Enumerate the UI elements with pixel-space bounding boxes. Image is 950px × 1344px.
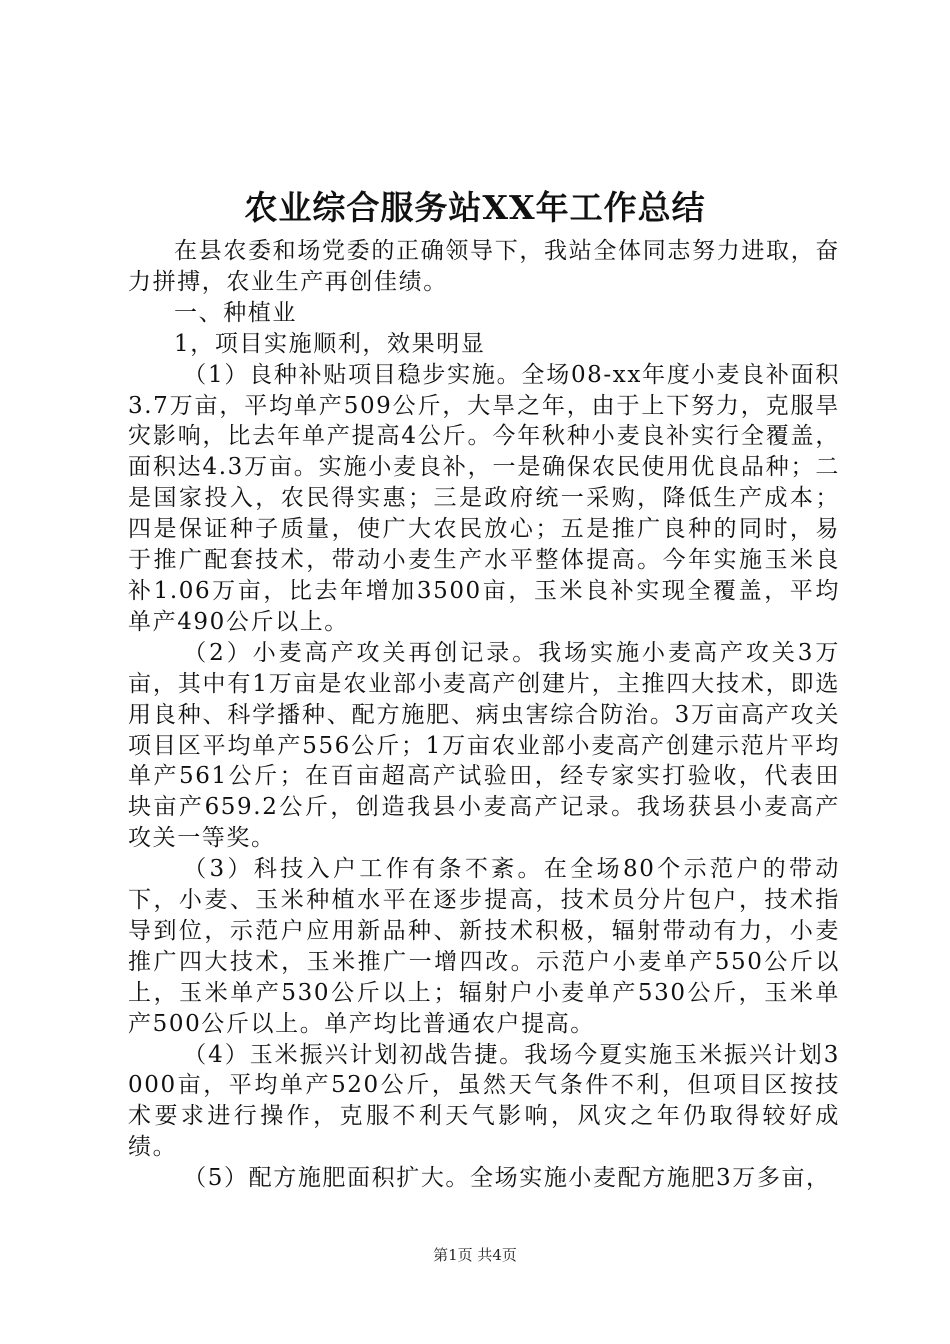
page-footer: 第1页 共4页 [433, 1246, 517, 1264]
paragraph-corn-revival: （4）玉米振兴计划初战告捷。我场今夏实施玉米振兴计划3000亩，平均单产520公斤，虽然天气条件不利，但项目区按技术要求进行操作，克服不利天气影响，风灾之年仍取得较好成绩。 [128, 1041, 840, 1161]
document-title: 农业综合服务站XX年工作总结 [244, 188, 706, 227]
paragraph-seed-subsidy: （1）良种补贴项目稳步实施。全场08-xx年度小麦良补面积3.7万亩，平均单产509公斤，大旱之年，由于上下努力，克服旱灾影响，比去年单产提高4公斤。今年秋种小麦良补实行全覆盖，面积达4.3万亩。实施小麦良补，一是确保农民使用优良品种；二是国家投入，农民得实惠；三是政府统一采购，降低生产成本；四是保证种子质量，使广大农民放心；五是推广良种的同时，易于推广配套技术，带动小麦生产水平整体提高。今年实施玉米良补1.06万亩，比去年增加3500亩，玉米良补实现全覆盖，平均单产490公斤以上。 [128, 361, 840, 635]
document-body [128, 236, 840, 1194]
subsection-heading-projects: 1，项目实施顺利，效果明显 [174, 330, 486, 357]
paragraph-formula-fertilization: （5）配方施肥面积扩大。全场实施小麦配方施肥3万多亩， [183, 1165, 831, 1192]
section-heading-planting: 一、种植业 [174, 299, 297, 326]
paragraph-intro: 在县农委和场党委的正确领导下，我站全体同志努力进取，奋力拼搏，农业生产再创佳绩。 [128, 238, 840, 295]
paragraph-wheat-high-yield: （2）小麦高产攻关再创记录。我场实施小麦高产攻关3万亩，其中有1万亩是农业部小麦高产创建片，主推四大技术，即选用良种、科学播种、配方施肥、病虫害综合防治。3万亩高产攻关项目区平均单产556公斤；1万亩农业部小麦高产创建示范片平均单产561公斤；在百亩超高产试验田，经专家实打验收，代表田块亩产659.2公斤，创造我县小麦高产记录。我场获县小麦高产攻关一等奖。 [128, 639, 840, 852]
paragraph-tech-households: （3）科技入户工作有条不紊。在全场80个示范户的带动下，小麦、玉米种植水平在逐步提高，技术员分片包户，技术指导到位，示范户应用新品种、新技术积极，辐射带动有力，小麦推广四大技术，玉米推广一增四改。示范户小麦单产550公斤以上，玉米单产530公斤以上；辐射户小麦单产530公斤，玉米单产500公斤以上。单产均比普通农户提高。 [128, 856, 840, 1037]
